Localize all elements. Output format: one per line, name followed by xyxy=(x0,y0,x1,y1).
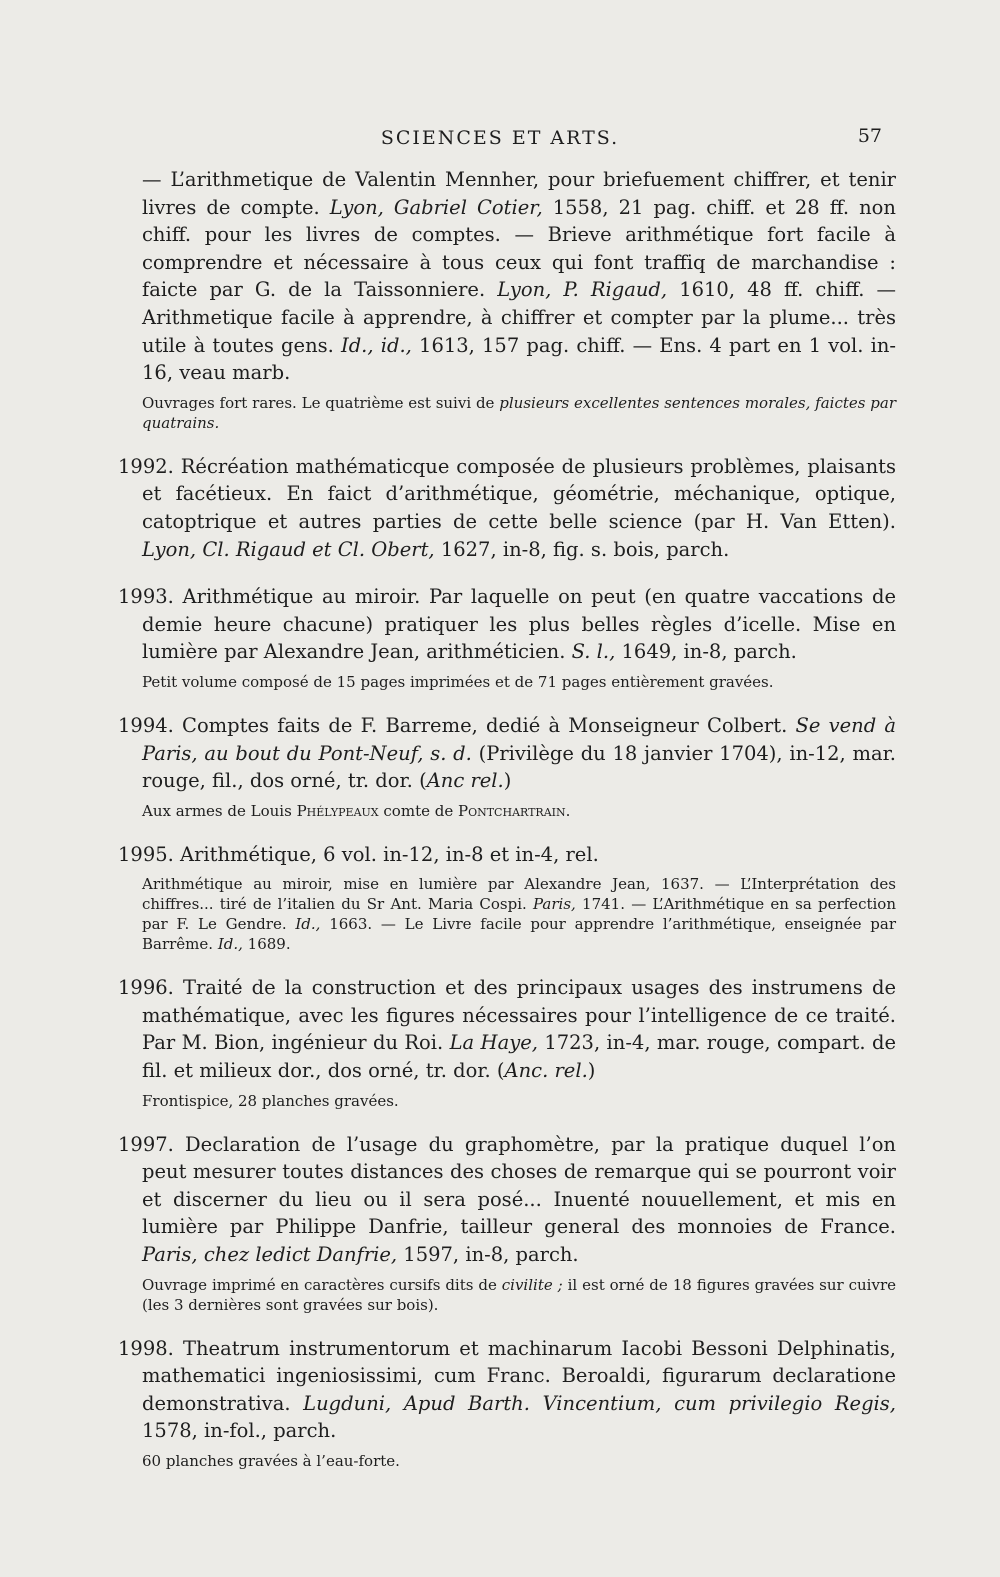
entry-note: Ouvrage imprimé en caractères cursifs dits de civilite ; il est orné de 18 figures gravées sur cuivre (les 3 dernières sont gravées sur bois). xyxy=(142,1275,897,1314)
lot-number: 1992. xyxy=(118,454,174,478)
entry-note: Aux armes de Louis Phélypeaux comte de Pontchartrain. xyxy=(142,801,571,820)
catalogue-entry: 1994. Comptes faits de F. Barreme, dedié à Monseigneur Colbert. Se vend à Paris, au bout du Pont-Neuf, s. d. (Privilège du 18 janvier 1704), in-12, mar. rouge, fil., dos orné, tr. dor. (Anc rel.) xyxy=(118,713,896,793)
running-title: SCIENCES ET ARTS. xyxy=(380,127,620,149)
entry-note: Frontispice, 28 planches gravées. xyxy=(142,1091,399,1110)
lot-number: 1993. xyxy=(118,585,174,609)
page-number: 57 xyxy=(857,125,882,147)
lot-number: 1995. xyxy=(118,842,174,866)
lot-number: 1996. xyxy=(118,976,174,1000)
catalogue-entry: 1992. Récréation mathématicque composée de plusieurs problèmes, plaisants et facétieux. En faict d’arithmétique, géométrie, méchanique, optique, catoptrique et autres parties de cette belle science (par H. Van Etten). Lyon, Cl. Rigaud et Cl. Obert, 1627, in-8, fig. s. bois, parch. xyxy=(118,454,896,561)
lot-number: 1994. xyxy=(118,713,174,737)
catalogue-entry: 1995. Arithmétique, 6 vol. in-12, in-8 et in-4, rel. xyxy=(118,842,599,866)
entry-note: Arithmétique au miroir, mise en lumière par Alexandre Jean, 1637. — L’Interprétation des chiffres... tiré de l’italien du Sr Ant. Maria Cospi. Paris, 1741. — L’Arithmétique en sa perfection par F. Le Gendre. Id., 1663. — Le Livre facile pour apprendre l’arithmétique, enseignée par Barrême. Id., 1689. xyxy=(142,875,897,954)
catalogue-entry: 1998. Theatrum instrumentorum et machinarum Iacobi Bessoni Delphinatis, mathematici ingeniosissimi, cum Franc. Beroaldi, figurarum declaratione demonstrativa. Lugduni, Apud Barth. Vincentium, cum privilegio Regis, 1578, in-fol., parch. xyxy=(118,1336,896,1443)
entry-note: 60 planches gravées à l’eau-forte. xyxy=(142,1452,400,1470)
lot-number: 1997. xyxy=(118,1132,174,1156)
catalogue-entry: — L’arithmetique de Valentin Mennher, pour briefuement chiffrer, et tenir livres de compte. Lyon, Gabriel Cotier, 1558, 21 pag. chiff. et 28 ff. non chiff. pour les livres de comptes. — Brieve arithmétique fort facile à comprendre et nécessaire à tous ceux qui font traffiq de marchandise : faicte par G. de la Taissonniere. Lyon, P. Rigaud, 1610, 48 ff. chiff. — Arithmetique facile à apprendre, à chiffrer et compter par la plume... très utile à toutes gens. Id., id., 1613, 157 pag. chiff. — Ens. 4 part en 1 vol. in-16, veau marb. xyxy=(142,168,897,385)
catalogue-entry: 1997. Declaration de l’usage du graphomètre, par la pratique duquel l’on peut mesurer toutes distances des choses de remarque qui se pourront voir et discerner du lieu ou il sera posé... Inuenté nouuellement, et mis en lumière par Philippe Danfrie, tailleur general des monnoies de France. Paris, chez ledict Danfrie, 1597, in-8, parch. xyxy=(118,1132,896,1267)
entry-note: Ouvrages fort rares. Le quatrième est suivi de plusieurs excellentes sentences morales, faictes par quatrains. xyxy=(142,393,896,432)
page-body xyxy=(118,166,896,1471)
entry-note: Petit volume composé de 15 pages imprimées et de 71 pages entièrement gravées. xyxy=(142,672,774,691)
catalogue-entry: 1996. Traité de la construction et des principaux usages des instrumens de mathématique, avec les figures nécessaires pour l’intelligence de ce traité. Par M. Bion, ingénieur du Roi. La Haye, 1723, in-4, mar. rouge, compart. de fil. et milieux dor., dos orné, tr. dor. (Anc. rel.) xyxy=(118,976,896,1083)
catalogue-entry: 1993. Arithmétique au miroir. Par laquelle on peut (en quatre vaccations de demie heure chacune) pratiquer les plus belles règles d’icelle. Mise en lumière par Alexandre Jean, arithméticien. S. l., 1649, in-8, parch. xyxy=(118,585,896,664)
lot-number: 1998. xyxy=(118,1336,174,1360)
